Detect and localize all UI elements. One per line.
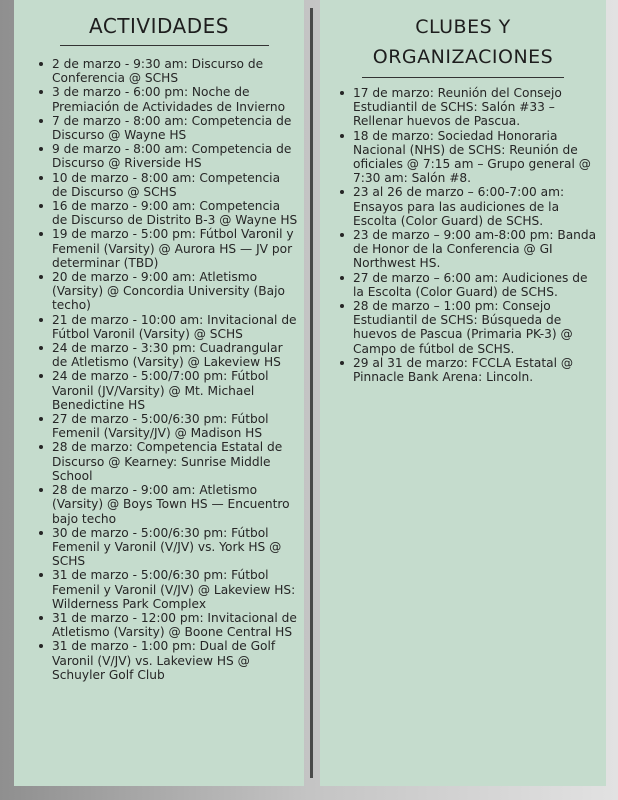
list-item: 18 de marzo: Sociedad Honoraria Nacional (NHS) de SCHS: Reunión de oficiales @ 7:15 am – Grupo general @ 7:30 am: Salón #8. xyxy=(340,129,598,186)
list-item: 24 de marzo - 5:00/7:00 pm: Fútbol Varonil (JV/Varsity) @ Mt. Michael Benedictine HS xyxy=(39,369,298,412)
list-item: 16 de marzo - 9:00 am: Competencia de Discurso de Distrito B-3 @ Wayne HS xyxy=(39,199,298,227)
list-item: 20 de marzo - 9:00 am: Atletismo (Varsity) @ Concordia University (Bajo techo) xyxy=(39,270,298,313)
list-item: 31 de marzo - 1:00 pm: Dual de Golf Varonil (V/JV) vs. Lakeview HS @ Schuyler Golf Club xyxy=(39,639,298,682)
actividades-list xyxy=(14,57,304,682)
actividades-panel xyxy=(14,0,304,786)
list-item: 19 de marzo - 5:00 pm: Fútbol Varonil y Femenil (Varsity) @ Aurora HS — JV por determinar (TBD) xyxy=(39,227,298,270)
list-item: 3 de marzo - 6:00 pm: Noche de Premiación de Actividades de Invierno xyxy=(39,85,298,113)
list-item: 10 de marzo - 8:00 am: Competencia de Discurso @ SCHS xyxy=(39,171,298,199)
list-item: 21 de marzo - 10:00 am: Invitacional de Fútbol Varonil (Varsity) @ SCHS xyxy=(39,313,298,341)
list-item: 29 al 31 de marzo: FCCLA Estatal @ Pinnacle Bank Arena: Lincoln. xyxy=(340,356,598,384)
list-item: 27 de marzo - 5:00/6:30 pm: Fútbol Femenil (Varsity/JV) @ Madison HS xyxy=(39,412,298,440)
list-item: 24 de marzo - 3:30 pm: Cuadrangular de Atletismo (Varsity) @ Lakeview HS xyxy=(39,341,298,369)
list-item: 28 de marzo – 1:00 pm: Consejo Estudiantil de SCHS: Búsqueda de huevos de Pascua (Primaria PK-3) @ Campo de fútbol de SCHS. xyxy=(340,299,598,356)
column-divider xyxy=(310,8,313,778)
actividades-title: ACTIVIDADES xyxy=(89,14,229,38)
list-item: 9 de marzo - 8:00 am: Competencia de Discurso @ Riverside HS xyxy=(39,142,298,170)
clubes-list xyxy=(320,86,606,384)
list-item: 23 de marzo – 9:00 am-8:00 pm: Banda de Honor de la Conferencia @ GI Northwest HS. xyxy=(340,228,598,271)
clubes-title xyxy=(320,0,606,72)
list-item: 23 al 26 de marzo – 6:00-7:00 am: Ensayos para las audiciones de la Escolta (Color Guard) de SCHS. xyxy=(340,185,598,228)
list-item: 31 de marzo - 12:00 pm: Invitacional de Atletismo (Varsity) @ Boone Central HS xyxy=(39,611,298,639)
clubes-title-line2: ORGANIZACIONES xyxy=(372,46,554,68)
list-item: 27 de marzo – 6:00 am: Audiciones de la Escolta (Color Guard) de SCHS. xyxy=(340,271,598,299)
actividades-title-underline xyxy=(60,45,269,46)
list-item: 17 de marzo: Reunión del Consejo Estudiantil de SCHS: Salón #33 – Rellenar huevos de Pascua. xyxy=(340,86,598,129)
list-item: 28 de marzo: Competencia Estatal de Discurso @ Kearney: Sunrise Middle School xyxy=(39,440,298,483)
clubes-title-line1: CLUBES Y xyxy=(415,16,511,38)
list-item: 30 de marzo - 5:00/6:30 pm: Fútbol Femenil y Varonil (V/JV) vs. York HS @ SCHS xyxy=(39,526,298,569)
list-item: 7 de marzo - 8:00 am: Competencia de Discurso @ Wayne HS xyxy=(39,114,298,142)
clubes-title-underline xyxy=(362,77,564,78)
list-item: 28 de marzo - 9:00 am: Atletismo (Varsity) @ Boys Town HS — Encuentro bajo techo xyxy=(39,483,298,526)
list-item: 31 de marzo - 5:00/6:30 pm: Fútbol Femenil y Varonil (V/JV) @ Lakeview HS: Wilderness Park Complex xyxy=(39,568,298,611)
list-item: 2 de marzo - 9:30 am: Discurso de Conferencia @ SCHS xyxy=(39,57,298,85)
clubes-panel xyxy=(320,0,606,786)
